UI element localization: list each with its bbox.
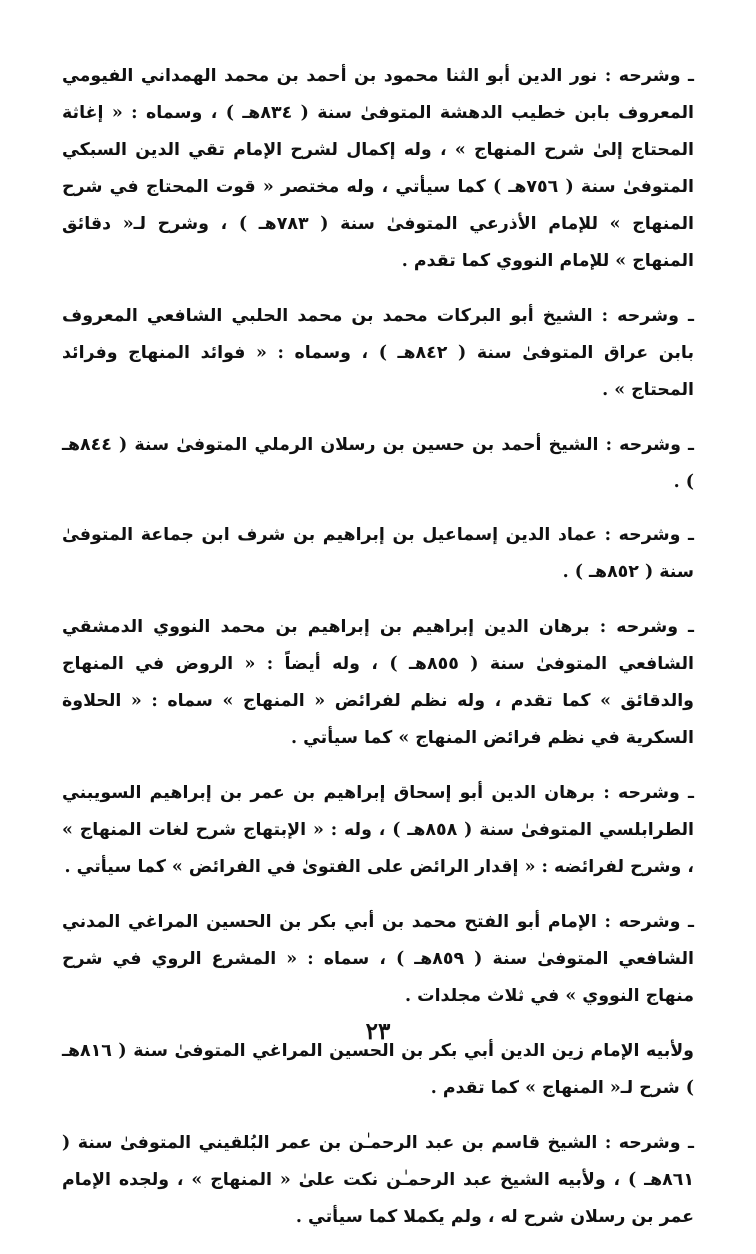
page-number: ٢٣	[365, 1018, 391, 1045]
entry-ibn-iraq: ـ وشرحه : الشيخ أبو البركات محمد بن محمد الحلبي الشافعي المعروف بابن عراق المتوفىٰ سنة ( ٨٤٢هـ ) ، وسماه : « فوائد المنهاج وفرائد المحتاج » .	[62, 306, 694, 400]
page-body	[62, 58, 694, 1254]
entry-al-maraghi-father: ولأبيه الإمام زين الدين أبي بكر بن الحسين المراغي المتوفىٰ سنة ( ٨١٦هـ ) شرح لـ« المنهاج » كما تقدم .	[62, 1041, 694, 1098]
entry-al-bulqini: ـ وشرحه : الشيخ قاسم بن عبد الرحمـٰن بن عمر البُلقيني المتوفىٰ سنة ( ٨٦١هـ ) ، ولأبيه الشيخ عبد الرحمـٰن نكت علىٰ « المنهاج » ، ولجده الإمام عمر بن رسلان شرح له ، ولم يكملا كما سيأتي .	[62, 1133, 694, 1227]
entry-ibn-khatib-al-dahsha: ـ وشرحه : نور الدين أبو الثنا محمود بن أحمد بن محمد الهمداني الفيومي المعروف بابن خطيب الدهشة المتوفىٰ سنة ( ٨٣٤هـ ) ، وسماه : « إغاثة المحتاج إلىٰ شرح المنهاج » ، وله إكمال لشرح الإمام تقي الدين السبكي المتوفىٰ سنة ( ٧٥٦هـ ) كما سيأتي ، وله مختصر « قوت المحتاج في شرح المنهاج » للإمام الأذرعي المتوفىٰ سنة ( ٧٨٣هـ ) ، وشرح لـ« دقائق المنهاج » للإمام النووي كما تقدم .	[62, 66, 694, 271]
entry-al-maraghi: ـ وشرحه : الإمام أبو الفتح محمد بن أبي بكر بن الحسين المراغي المدني الشافعي المتوفىٰ سنة ( ٨٥٩هـ ) ، سماه : « المشرع الروي في شرح منهاج النووي » في ثلاث مجلدات .	[62, 912, 694, 1006]
entry-burhan-al-din-al-nawawi: ـ وشرحه : برهان الدين إبراهيم بن إبراهيم بن محمد النووي الدمشقي الشافعي المتوفىٰ سنة ( ٨٥٥هـ ) ، وله أيضاً : « الروض في المنهاج والدقائق » كما تقدم ، وله نظم لفرائض « المنهاج » سماه : « الحلاوة السكرية في نظم فرائض المنهاج » كما سيأتي .	[62, 617, 694, 748]
entry-ibn-jamaa: ـ وشرحه : عماد الدين إسماعيل بن إبراهيم بن شرف ابن جماعة المتوفىٰ سنة ( ٨٥٢هـ ) .	[62, 525, 694, 582]
entry-al-suwaybini: ـ وشرحه : برهان الدين أبو إسحاق إبراهيم بن عمر بن إبراهيم السويبني الطرابلسي المتوفىٰ سنة ( ٨٥٨هـ ) ، وله : « الإبتهاج شرح لغات المنهاج » ، وشرح لفرائضه : « إقدار الرائض على الفتوىٰ في الفرائض » كما سيأتي .	[62, 783, 694, 877]
entry-ibn-raslan-al-ramli: ـ وشرحه : الشيخ أحمد بن حسين بن رسلان الرملي المتوفىٰ سنة ( ٨٤٤هـ ) .	[62, 435, 694, 492]
